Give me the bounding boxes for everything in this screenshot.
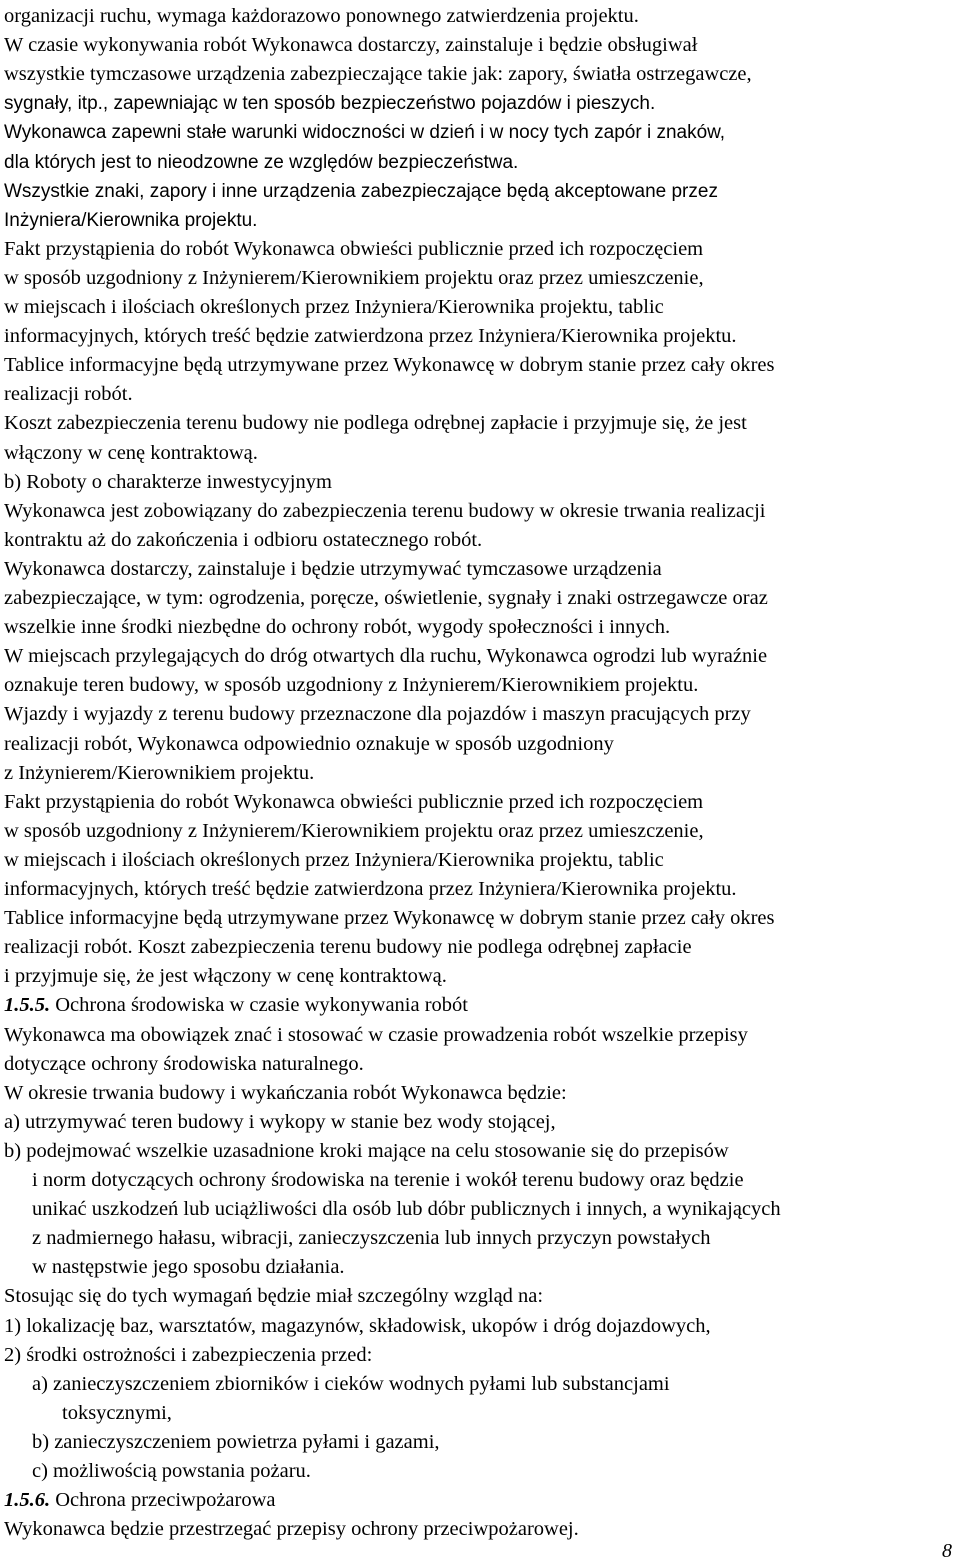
- text-line: b) podejmować wszelkie uzasadnione kroki mające na celu stosowanie się do przepisów: [4, 1139, 729, 1162]
- text-line: realizacji robót. Koszt zabezpieczenia terenu budowy nie podlega odrębnej zapłacie: [4, 936, 692, 959]
- text-line: Koszt zabezpieczenia terenu budowy nie podlega odrębnej zapłacie i przyjmuje się, że jest: [4, 412, 747, 435]
- section-number: 1.5.6.: [4, 1489, 51, 1512]
- text-line: w miejscach i ilościach określonych przez Inżyniera/Kierownika projektu, tablic: [4, 296, 664, 318]
- text-line: w sposób uzgodniony z Inżynierem/Kierownikiem projektu oraz przez umieszczenie,: [4, 819, 704, 842]
- text-line: realizacji robót, Wykonawca odpowiednio oznakuje w sposób uzgodniony: [4, 732, 614, 755]
- text-line: 2) środki ostrożności i zabezpieczenia przed:: [4, 1343, 373, 1366]
- text-line: w następstwie jego sposobu działania.: [32, 1256, 345, 1279]
- text-line: a) utrzymywać teren budowy i wykopy w stanie bez wody stojącej,: [4, 1110, 556, 1133]
- text-line: Inżyniera/Kierownika projektu.: [4, 209, 258, 231]
- section-number: 1.5.5.: [4, 994, 51, 1017]
- text-line: b) zanieczyszczeniem powietrza pyłami i gazami,: [32, 1430, 440, 1453]
- text-line: i norm dotyczących ochrony środowiska na terenie i wokół terenu budowy oraz będzie: [32, 1169, 744, 1191]
- text-line: W czasie wykonywania robót Wykonawca dostarczy, zainstaluje i będzie obsługiwał: [4, 34, 698, 57]
- text-line: dla których jest to nieodzowne ze względów bezpieczeństwa.: [4, 151, 519, 173]
- section-heading-1-5-5: [4, 991, 468, 1020]
- text-line: toksycznymi,: [62, 1401, 172, 1424]
- text-line: unikać uszkodzeń lub uciążliwości dla osób lub dóbr publicznych i innych, a wynikających: [32, 1198, 781, 1221]
- text-line: w miejscach i ilościach określonych przez Inżyniera/Kierownika projektu, tablic: [4, 848, 664, 871]
- text-line: Stosując się do tych wymagań będzie miał szczególny wzgląd na:: [4, 1285, 544, 1308]
- text-line: kontraktu aż do zakończenia i odbioru ostatecznego robót.: [4, 528, 483, 551]
- section-title: Ochrona środowiska w czasie wykonywania robót: [50, 994, 468, 1017]
- text-line: Wszystkie znaki, zapory i inne urządzenia zabezpieczające będą akceptowane przez: [4, 180, 718, 202]
- text-line: Wjazdy i wyjazdy z terenu budowy przeznaczone dla pojazdów i maszyn pracujących przy: [4, 703, 751, 726]
- text-line: Fakt przystąpienia do robót Wykonawca obwieści publicznie przed ich rozpoczęciem: [4, 237, 704, 260]
- text-line: z nadmiernego hałasu, wibracji, zanieczyszczenia lub innych przyczyn powstałych: [32, 1227, 711, 1250]
- text-line: włączony w cenę kontraktową.: [4, 441, 258, 464]
- text-line: organizacji ruchu, wymaga każdorazowo ponownego zatwierdzenia projektu.: [4, 5, 639, 27]
- text-line: Wykonawca ma obowiązek znać i stosować w czasie prowadzenia robót wszelkie przepisy: [4, 1023, 748, 1046]
- section-heading-1-5-6: [4, 1486, 276, 1515]
- text-line: w sposób uzgodniony z Inżynierem/Kierownikiem projektu oraz przez umieszczenie,: [4, 266, 704, 289]
- text-line: 1) lokalizację baz, warsztatów, magazynów, składowisk, ukopów i dróg dojazdowych,: [4, 1314, 711, 1337]
- text-line: informacyjnych, których treść będzie zatwierdzona przez Inżyniera/Kierownika projektu.: [4, 325, 737, 348]
- text-line: Wykonawca zapewni stałe warunki widoczności w dzień i w nocy tych zapór i znaków,: [4, 122, 726, 144]
- text-line: Wykonawca będzie przestrzegać przepisy ochrony przeciwpożarowej.: [4, 1518, 579, 1541]
- text-line: a) zanieczyszczeniem zbiorników i cieków wodnych pyłami lub substancjami: [32, 1372, 670, 1395]
- text-line: z Inżynierem/Kierownikiem projektu.: [4, 761, 315, 784]
- text-line: Fakt przystąpienia do robót Wykonawca obwieści publicznie przed ich rozpoczęciem: [4, 790, 704, 813]
- text-line: zabezpieczające, w tym: ogrodzenia, poręcze, oświetlenie, sygnały i znaki ostrzegawcze oraz: [4, 587, 768, 609]
- text-line: wszelkie inne środki niezbędne do ochrony robót, wygody społeczności i innych.: [4, 616, 671, 639]
- text-line: i przyjmuje się, że jest włączony w cenę kontraktową.: [4, 965, 447, 988]
- text-line: Wykonawca jest zobowiązany do zabezpieczenia terenu budowy w okresie trwania realizacji: [4, 499, 766, 522]
- text-line: Tablice informacyjne będą utrzymywane przez Wykonawcę w dobrym stanie przez cały okres: [4, 354, 775, 377]
- text-line: Tablice informacyjne będą utrzymywane przez Wykonawcę w dobrym stanie przez cały okres: [4, 907, 775, 930]
- text-line: c) możliwością powstania pożaru.: [32, 1460, 311, 1482]
- text-line: wszystkie tymczasowe urządzenia zabezpieczające takie jak: zapory, światła ostrzegawcze,: [4, 63, 752, 86]
- page-number: 8: [942, 1540, 952, 1562]
- text-line: b) Roboty o charakterze inwestycyjnym: [4, 470, 332, 493]
- text-line: oznakuje teren budowy, w sposób uzgodniony z Inżynierem/Kierownikiem projektu.: [4, 674, 699, 697]
- text-line: W okresie trwania budowy i wykańczania robót Wykonawca będzie:: [4, 1081, 567, 1104]
- text-line: Wykonawca dostarczy, zainstaluje i będzie utrzymywać tymczasowe urządzenia: [4, 557, 662, 580]
- section-title: Ochrona przeciwpożarowa: [50, 1489, 276, 1512]
- text-line: informacyjnych, których treść będzie zatwierdzona przez Inżyniera/Kierownika projektu.: [4, 878, 737, 900]
- text-line: W miejscach przylegających do dróg otwartych dla ruchu, Wykonawca ogrodzi lub wyraźnie: [4, 645, 768, 668]
- text-line: realizacji robót.: [4, 383, 133, 406]
- text-line: sygnały, itp., zapewniając w ten sposób bezpieczeństwo pojazdów i pieszych.: [4, 93, 656, 115]
- text-line: dotyczące ochrony środowiska naturalnego.: [4, 1052, 364, 1075]
